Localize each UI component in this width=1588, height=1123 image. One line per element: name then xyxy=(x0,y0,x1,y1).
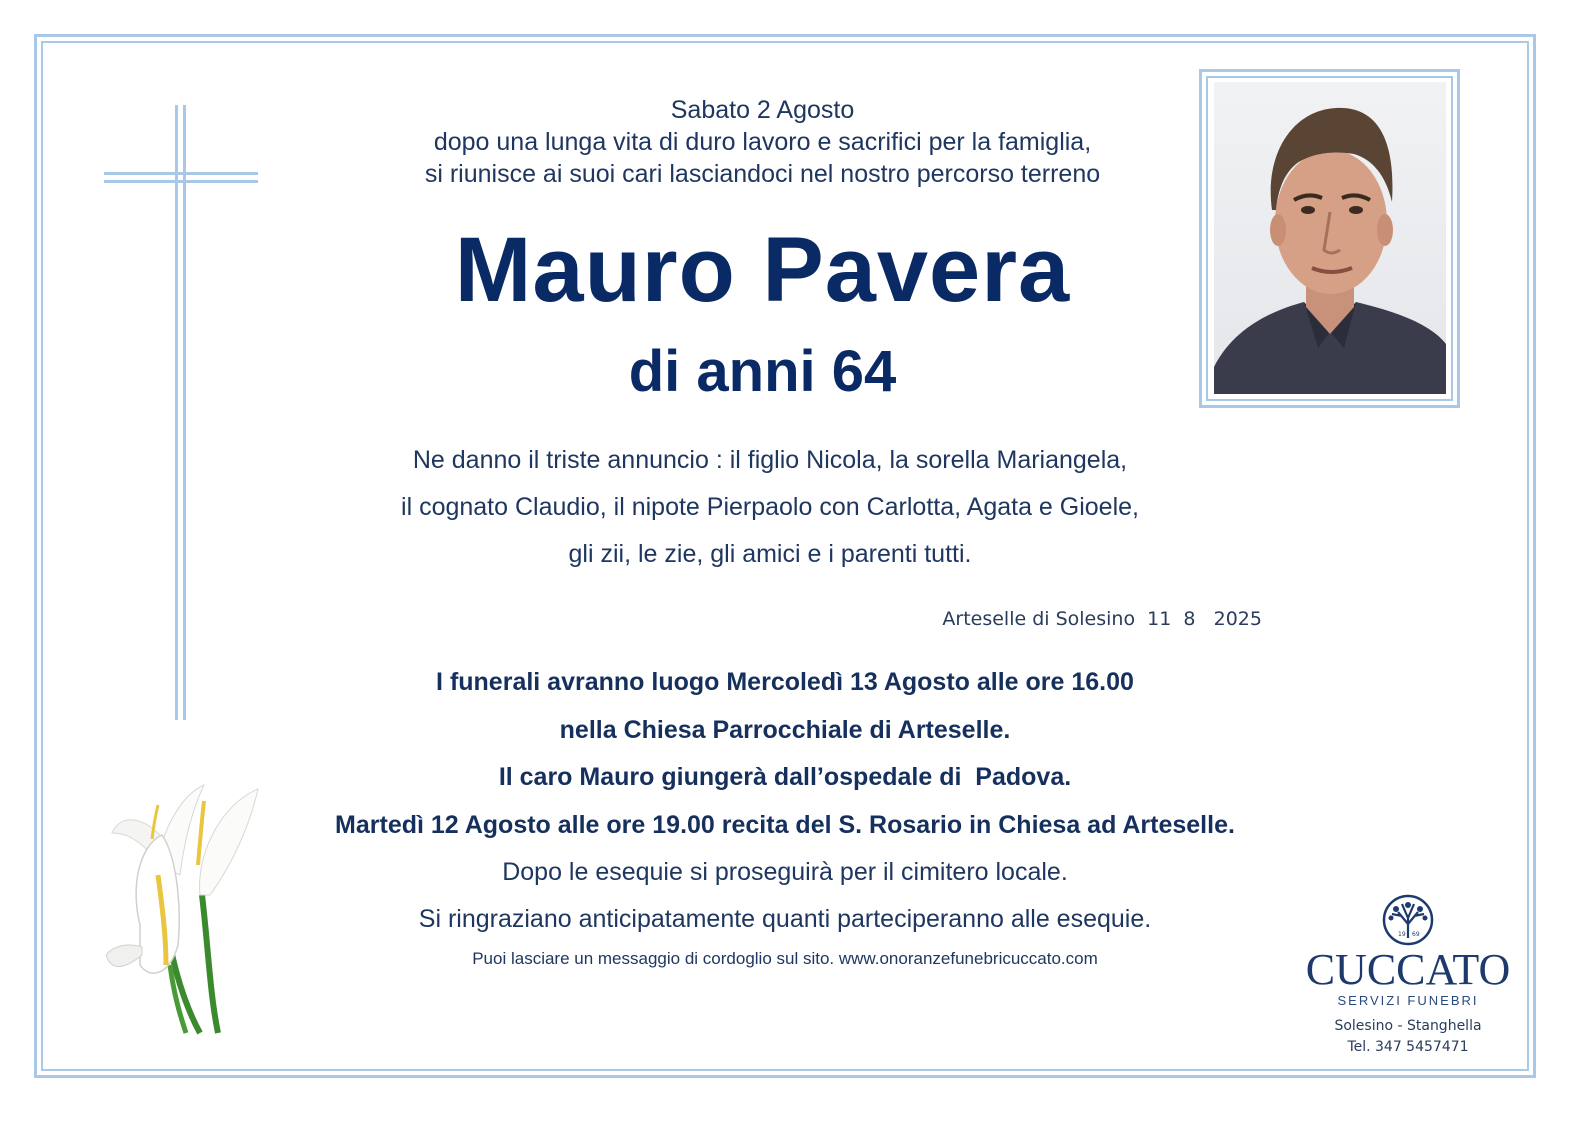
website-note: Puoi lasciare un messaggio di cordoglio sul sito. www.onoranzefunebricuccato.com xyxy=(472,949,1098,968)
funeral-line-5: Dopo le esequie si proseguirà per il cimitero locale. xyxy=(502,858,1068,886)
announcement-line-3: gli zii, le zie, gli amici e i parenti tutti. xyxy=(568,540,972,568)
logo-contact xyxy=(1300,1016,1516,1058)
intro-line-3: si riunisce ai suoi cari lasciandoci nel nostro percorso terreno xyxy=(424,160,1101,188)
funeral-line-4: Martedì 12 Agosto alle ore 19.00 recita del S. Rosario in Chiesa ad Arteselle. xyxy=(335,811,1235,839)
logo-phone: Tel. 347 5457471 xyxy=(1347,1039,1469,1055)
announcement-line-1: Ne danno il triste annuncio : il figlio Nicola, la sorella Mariangela, xyxy=(412,446,1128,474)
emblem-year-left: 19 xyxy=(1398,931,1406,938)
calla-lily-icon xyxy=(100,775,270,1035)
deceased-name: Mauro Pavera xyxy=(454,219,1071,321)
announcement-line-2: il cognato Claudio, il nipote Pierpaolo con Carlotta, Agata e Gioele, xyxy=(401,493,1139,521)
portrait-photo xyxy=(1214,82,1446,394)
intro-line-2: dopo una lunga vita di duro lavoro e sacrifici per la famiglia, xyxy=(433,128,1092,156)
funeral-line-2: nella Chiesa Parrocchiale di Arteselle. xyxy=(559,716,1011,744)
tree-emblem-icon xyxy=(1382,894,1434,946)
funeral-line-1: I funerali avranno luogo Mercoledì 13 Agosto alle ore 16.00 xyxy=(436,668,1134,696)
place-date: Arteselle di Solesino 11 8 2025 xyxy=(942,608,1262,630)
intro-date: Sabato 2 Agosto xyxy=(670,96,855,124)
logo-subtitle: SERVIZI FUNEBRI xyxy=(1337,993,1479,1008)
emblem-year-right: 69 xyxy=(1412,931,1420,938)
funeral-line-3: Il caro Mauro giungerà dall’ospedale di Padova. xyxy=(498,763,1072,791)
logo-location: Solesino - Stanghella xyxy=(1334,1018,1482,1034)
deceased-age: di anni 64 xyxy=(628,339,897,404)
funeral-line-6: Si ringraziano anticipatamente quanti parteciperanno alle esequie. xyxy=(418,905,1152,933)
logo-name: CUCCATO xyxy=(1305,945,1511,994)
